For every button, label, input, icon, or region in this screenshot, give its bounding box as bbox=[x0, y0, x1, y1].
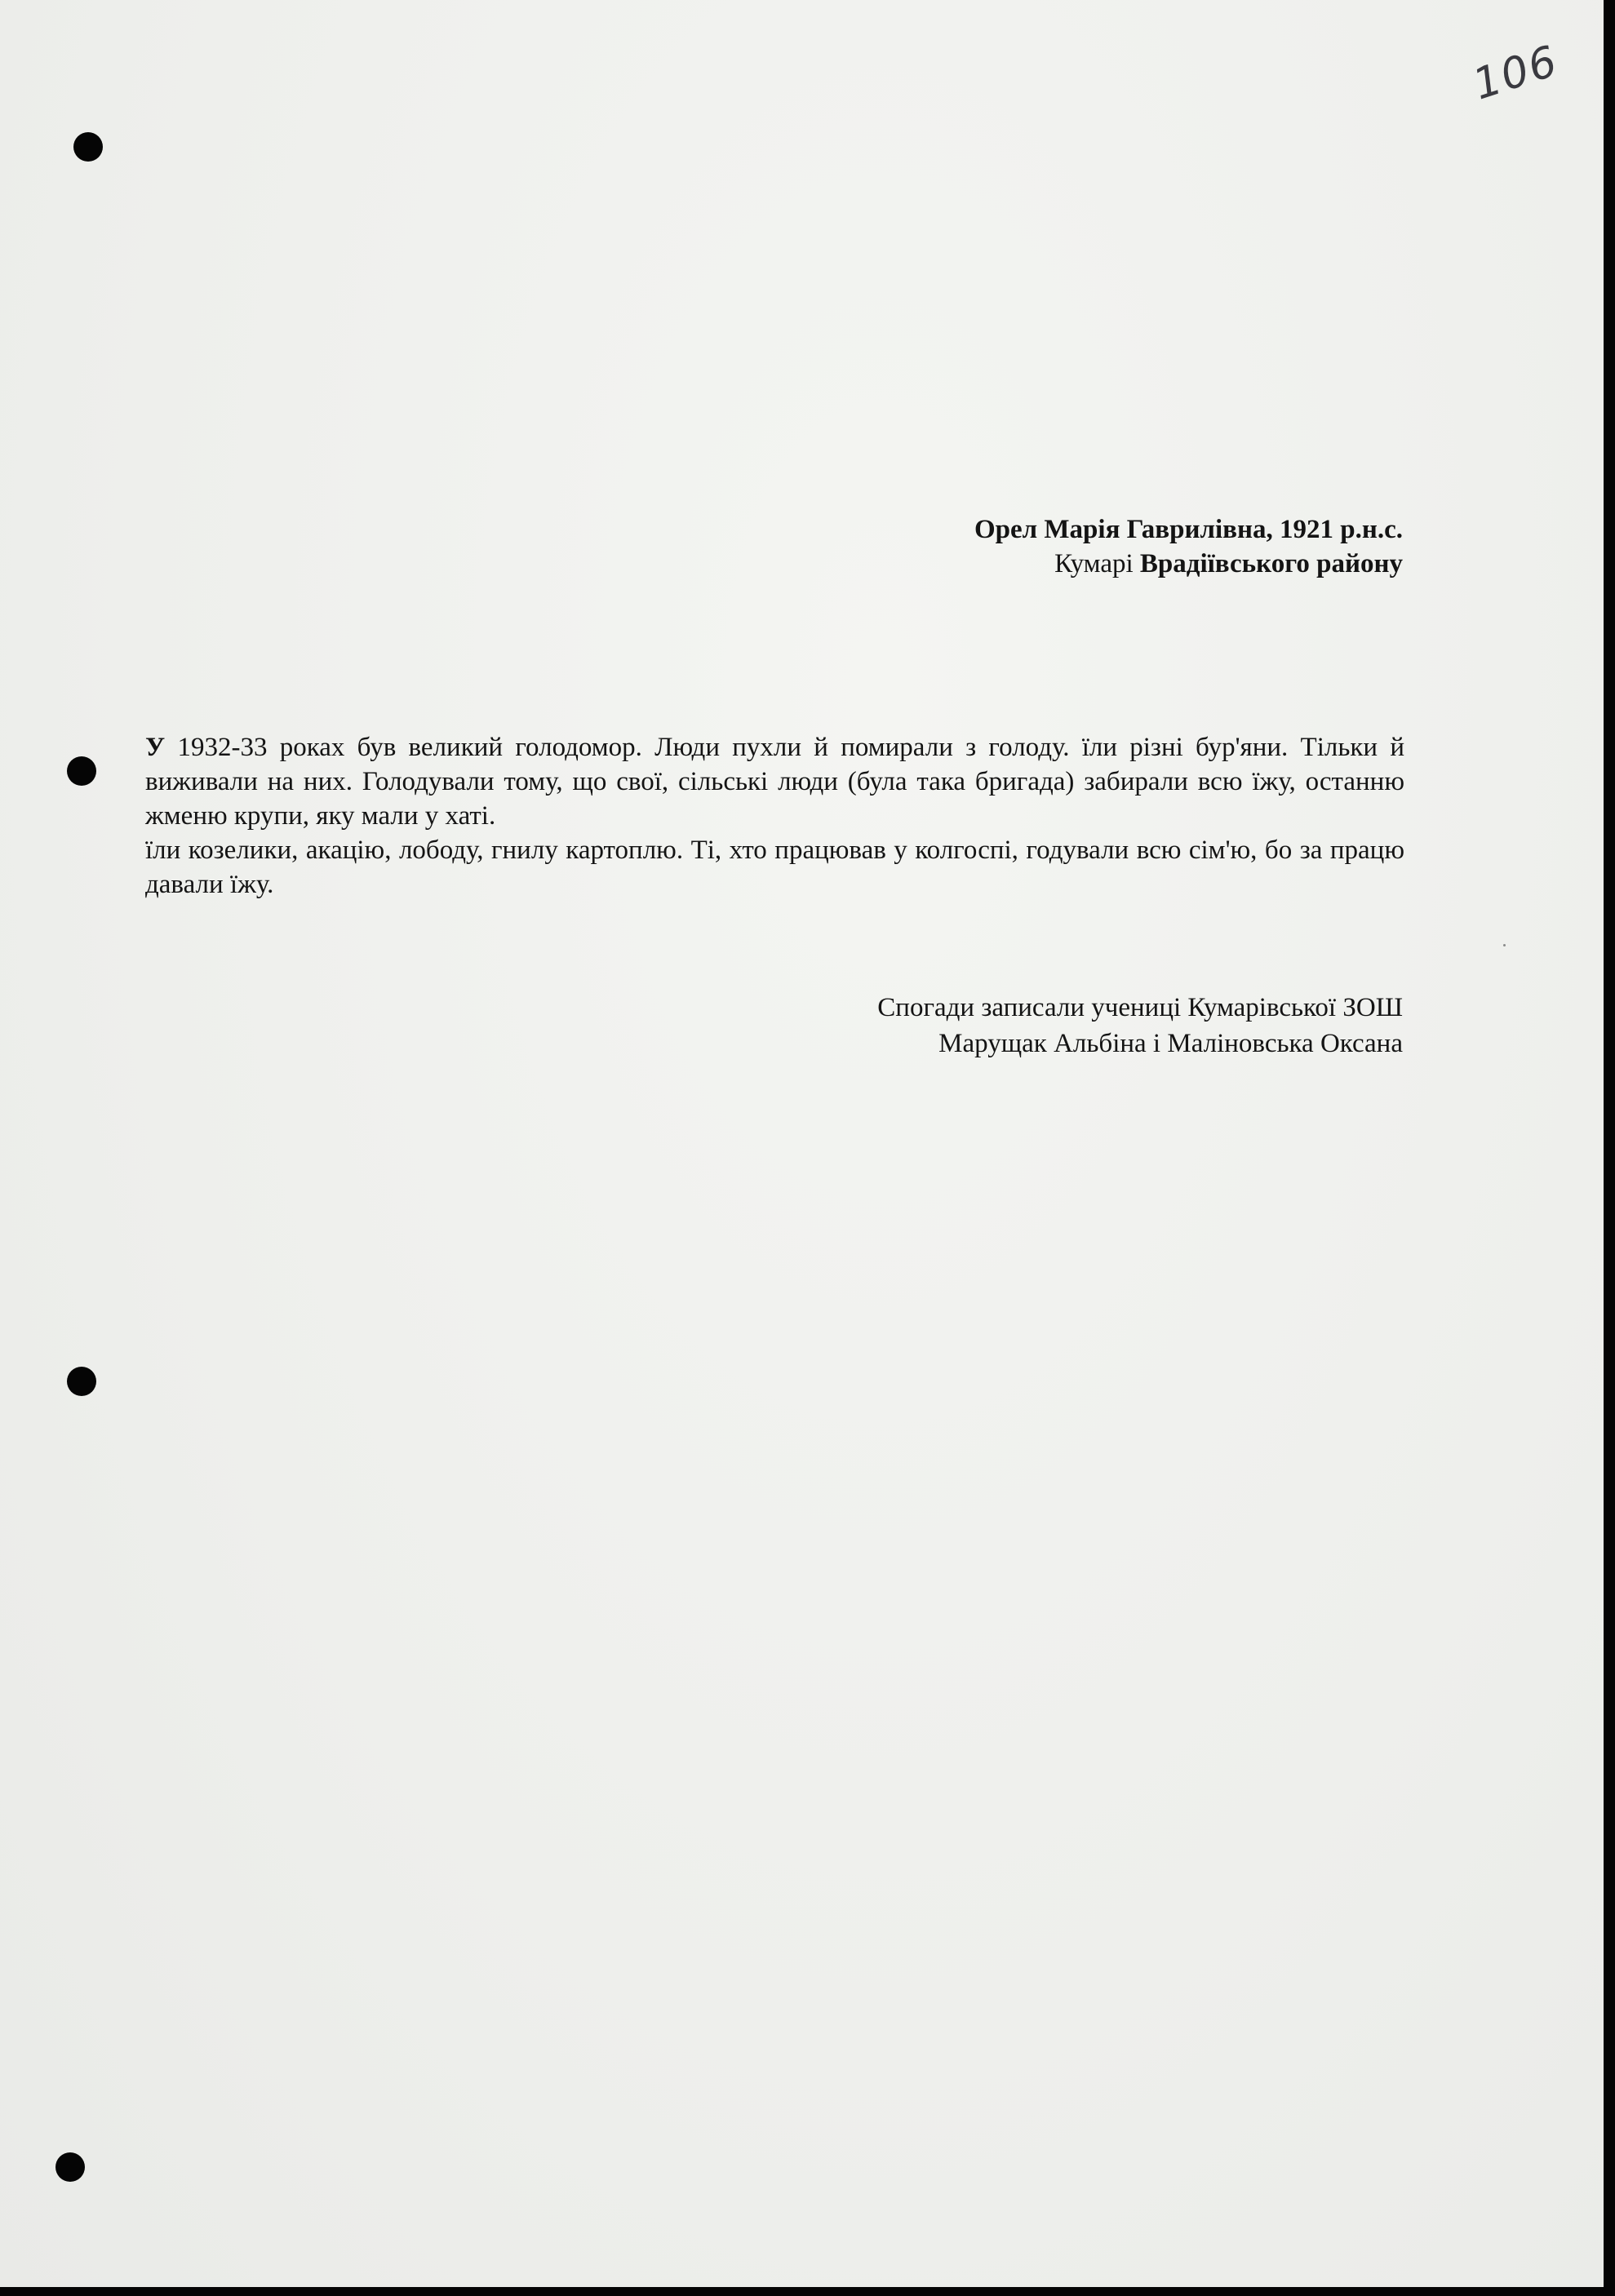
punch-hole-bottom bbox=[55, 2152, 85, 2182]
handwritten-page-number: 106 bbox=[1467, 36, 1564, 110]
punch-hole-top bbox=[73, 132, 103, 162]
testimony-paragraph-2: їли козелики, акацію, лободу, гнилу картоплю. Ті, хто працював у колгоспі, годували всю сім'ю, бо за працю давали їжу. bbox=[145, 836, 1404, 899]
informant-header bbox=[974, 512, 1403, 581]
testimony-paragraph-1 bbox=[145, 730, 1404, 833]
paragraph-1-text: 1932-33 роках був великий голодомор. Люди пухли й помирали з голоду. їли різні бур'яни. Тільки й виживали на них. Голодували тому, що свої, сільські люди (була така бригада) забирали всю їжу, останню жменю крупи, яку мали у хаті. bbox=[145, 733, 1404, 831]
punch-hole-lower-middle bbox=[67, 1367, 96, 1396]
recorder-line-2: Марущак Альбіна і Маліновська Оксана bbox=[938, 1029, 1403, 1058]
village-name: Кумарі bbox=[1054, 549, 1134, 578]
paper-speck bbox=[1503, 944, 1506, 946]
informant-location bbox=[974, 547, 1403, 581]
testimony-text bbox=[145, 730, 1404, 902]
punch-hole-upper-middle bbox=[67, 756, 96, 786]
recorder-line-1: Спогади записали учениці Кумарівської ЗОШ bbox=[877, 993, 1403, 1022]
informant-name: Орел Марія Гаврилівна, 1921 р.н.с. bbox=[974, 515, 1403, 544]
district-name: Врадіївського району bbox=[1139, 549, 1403, 578]
lead-word: У bbox=[145, 733, 166, 762]
recorder-credit bbox=[877, 990, 1403, 1062]
